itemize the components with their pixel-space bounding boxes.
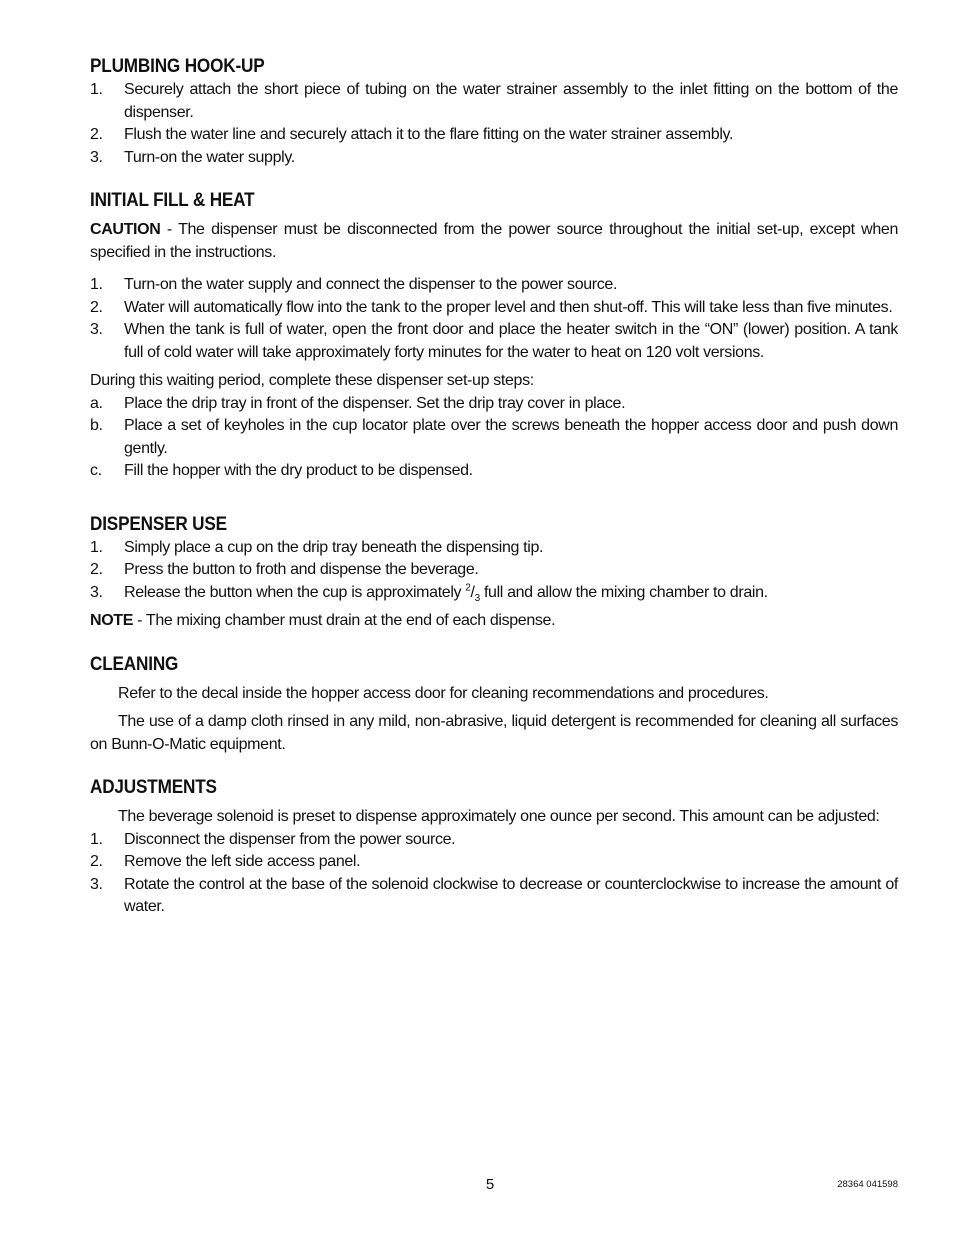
list-marker: 2. [90, 853, 103, 870]
list-marker: 3. [90, 321, 103, 338]
heading-cleaning: CLEANING [90, 652, 179, 675]
adjustments-intro: The beverage solenoid is preset to dispense approximately one ounce per second. This amount can be adjusted: [118, 808, 880, 825]
adjustment-steps-list [90, 829, 898, 919]
caution-text: - The dispenser must be disconnected from the power source throughout the initial set-up, except when specified in the instructions. [90, 221, 898, 261]
heading-dispenser-use: DISPENSER USE [90, 512, 227, 535]
list-marker: a. [90, 394, 103, 412]
list-marker: 1. [90, 830, 103, 848]
list-marker: 2. [90, 298, 103, 316]
list-marker: b. [90, 417, 103, 434]
section-plumbing-hookup [90, 53, 898, 169]
document-code: 28364 041598 [837, 1179, 898, 1190]
caution-paragraph [90, 219, 898, 264]
list-marker: 1. [90, 538, 103, 556]
list-marker: 3. [90, 875, 103, 893]
list-item [90, 393, 898, 416]
section-cleaning [90, 651, 898, 757]
list-item-text: Place the drip tray in front of the dispenser. Set the drip tray cover in place. [124, 394, 626, 412]
list-item-text: Place a set of keyholes in the cup locator plate over the screws beneath the hopper access door and push down gently. [124, 417, 898, 457]
list-item-text: Fill the hopper with the dry product to be dispensed. [124, 462, 473, 479]
list-item [90, 79, 898, 124]
list-item-text: Securely attach the short piece of tubing on the water strainer assembly to the inlet fitting on the bottom of the dispenser. [124, 81, 898, 121]
section-initial-fill-heat [90, 187, 898, 483]
fraction-two-thirds: $^2/_3$ [465, 582, 480, 604]
page-content [90, 53, 898, 919]
list-item [90, 124, 898, 147]
list-item-text: Turn-on the water supply. [124, 148, 295, 166]
setup-steps-list [90, 393, 898, 483]
list-marker: 2. [90, 126, 103, 143]
list-marker: c. [90, 462, 102, 479]
list-item [90, 874, 898, 919]
list-marker: 1. [90, 81, 103, 98]
list-item-text: Release the button when the cup is approximately [124, 583, 466, 601]
list-marker: 3. [90, 583, 103, 601]
list-item-text: Simply place a cup on the drip tray beneath the dispensing tip. [124, 538, 544, 556]
section-adjustments [90, 774, 898, 919]
list-item [90, 147, 898, 170]
heading-adjustments: ADJUSTMENTS [90, 776, 217, 798]
section-dispenser-use [90, 511, 898, 633]
list-item-text: Water will automatically flow into the tank to the proper level and then shut-off. This will take less than five minutes. [124, 298, 893, 316]
list-item [90, 829, 898, 852]
list-item [90, 319, 898, 364]
plumbing-steps-list [90, 79, 898, 169]
list-item [90, 851, 898, 874]
caution-label: CAUTION [90, 221, 161, 238]
list-item [90, 582, 898, 605]
note-paragraph [90, 610, 898, 633]
list-item-text: Turn-on the water supply and connect the dispenser to the power source. [124, 276, 618, 293]
list-marker: 3. [90, 148, 103, 166]
fraction-denominator: 3 [474, 592, 480, 604]
note-label: NOTE [90, 612, 134, 629]
list-item [90, 297, 898, 320]
list-marker: 2. [90, 561, 103, 578]
heading-initial-fill-heat: INITIAL FILL & HEAT [90, 189, 255, 211]
list-marker: 1. [90, 276, 103, 293]
note-text: - The mixing chamber must drain at the end of each dispense. [133, 612, 556, 629]
waiting-period-text: During this waiting period, complete these dispenser set-up steps: [90, 372, 534, 389]
list-item-text: Press the button to froth and dispense the beverage. [124, 561, 479, 578]
list-item [90, 559, 898, 582]
use-steps-list [90, 537, 898, 605]
list-item-text: Flush the water line and securely attach it to the flare fitting on the water strainer assembly. [124, 126, 734, 143]
initial-steps-list [90, 274, 898, 364]
cleaning-paragraph-2: The use of a damp cloth rinsed in any mild, non-abrasive, liquid detergent is recommended for cleaning all surfaces on Bunn-O-Matic equipment. [90, 713, 898, 753]
list-item [90, 460, 898, 483]
list-item [90, 274, 898, 297]
list-item-text: Remove the left side access panel. [124, 853, 361, 870]
fraction-numerator: 2 [465, 582, 471, 594]
list-item-text-continued: full and allow the mixing chamber to drain. [479, 583, 768, 601]
page-number: 5 [485, 1176, 495, 1193]
heading-plumbing-hookup: PLUMBING HOOK-UP [90, 55, 265, 77]
list-item-text: When the tank is full of water, open the front door and place the heater switch in the “ON” (lower) position. A tank full of cold water will take approximately forty minutes for the water to heat on 120 volt versions. [124, 321, 898, 361]
cleaning-paragraph-1: Refer to the decal inside the hopper access door for cleaning recommendations and procedures. [118, 684, 769, 702]
list-item [90, 537, 898, 560]
list-item-text: Rotate the control at the base of the solenoid clockwise to decrease or counterclockwise to increase the amount of water. [124, 875, 898, 915]
list-item-text: Disconnect the dispenser from the power source. [124, 830, 456, 848]
list-item [90, 415, 898, 460]
